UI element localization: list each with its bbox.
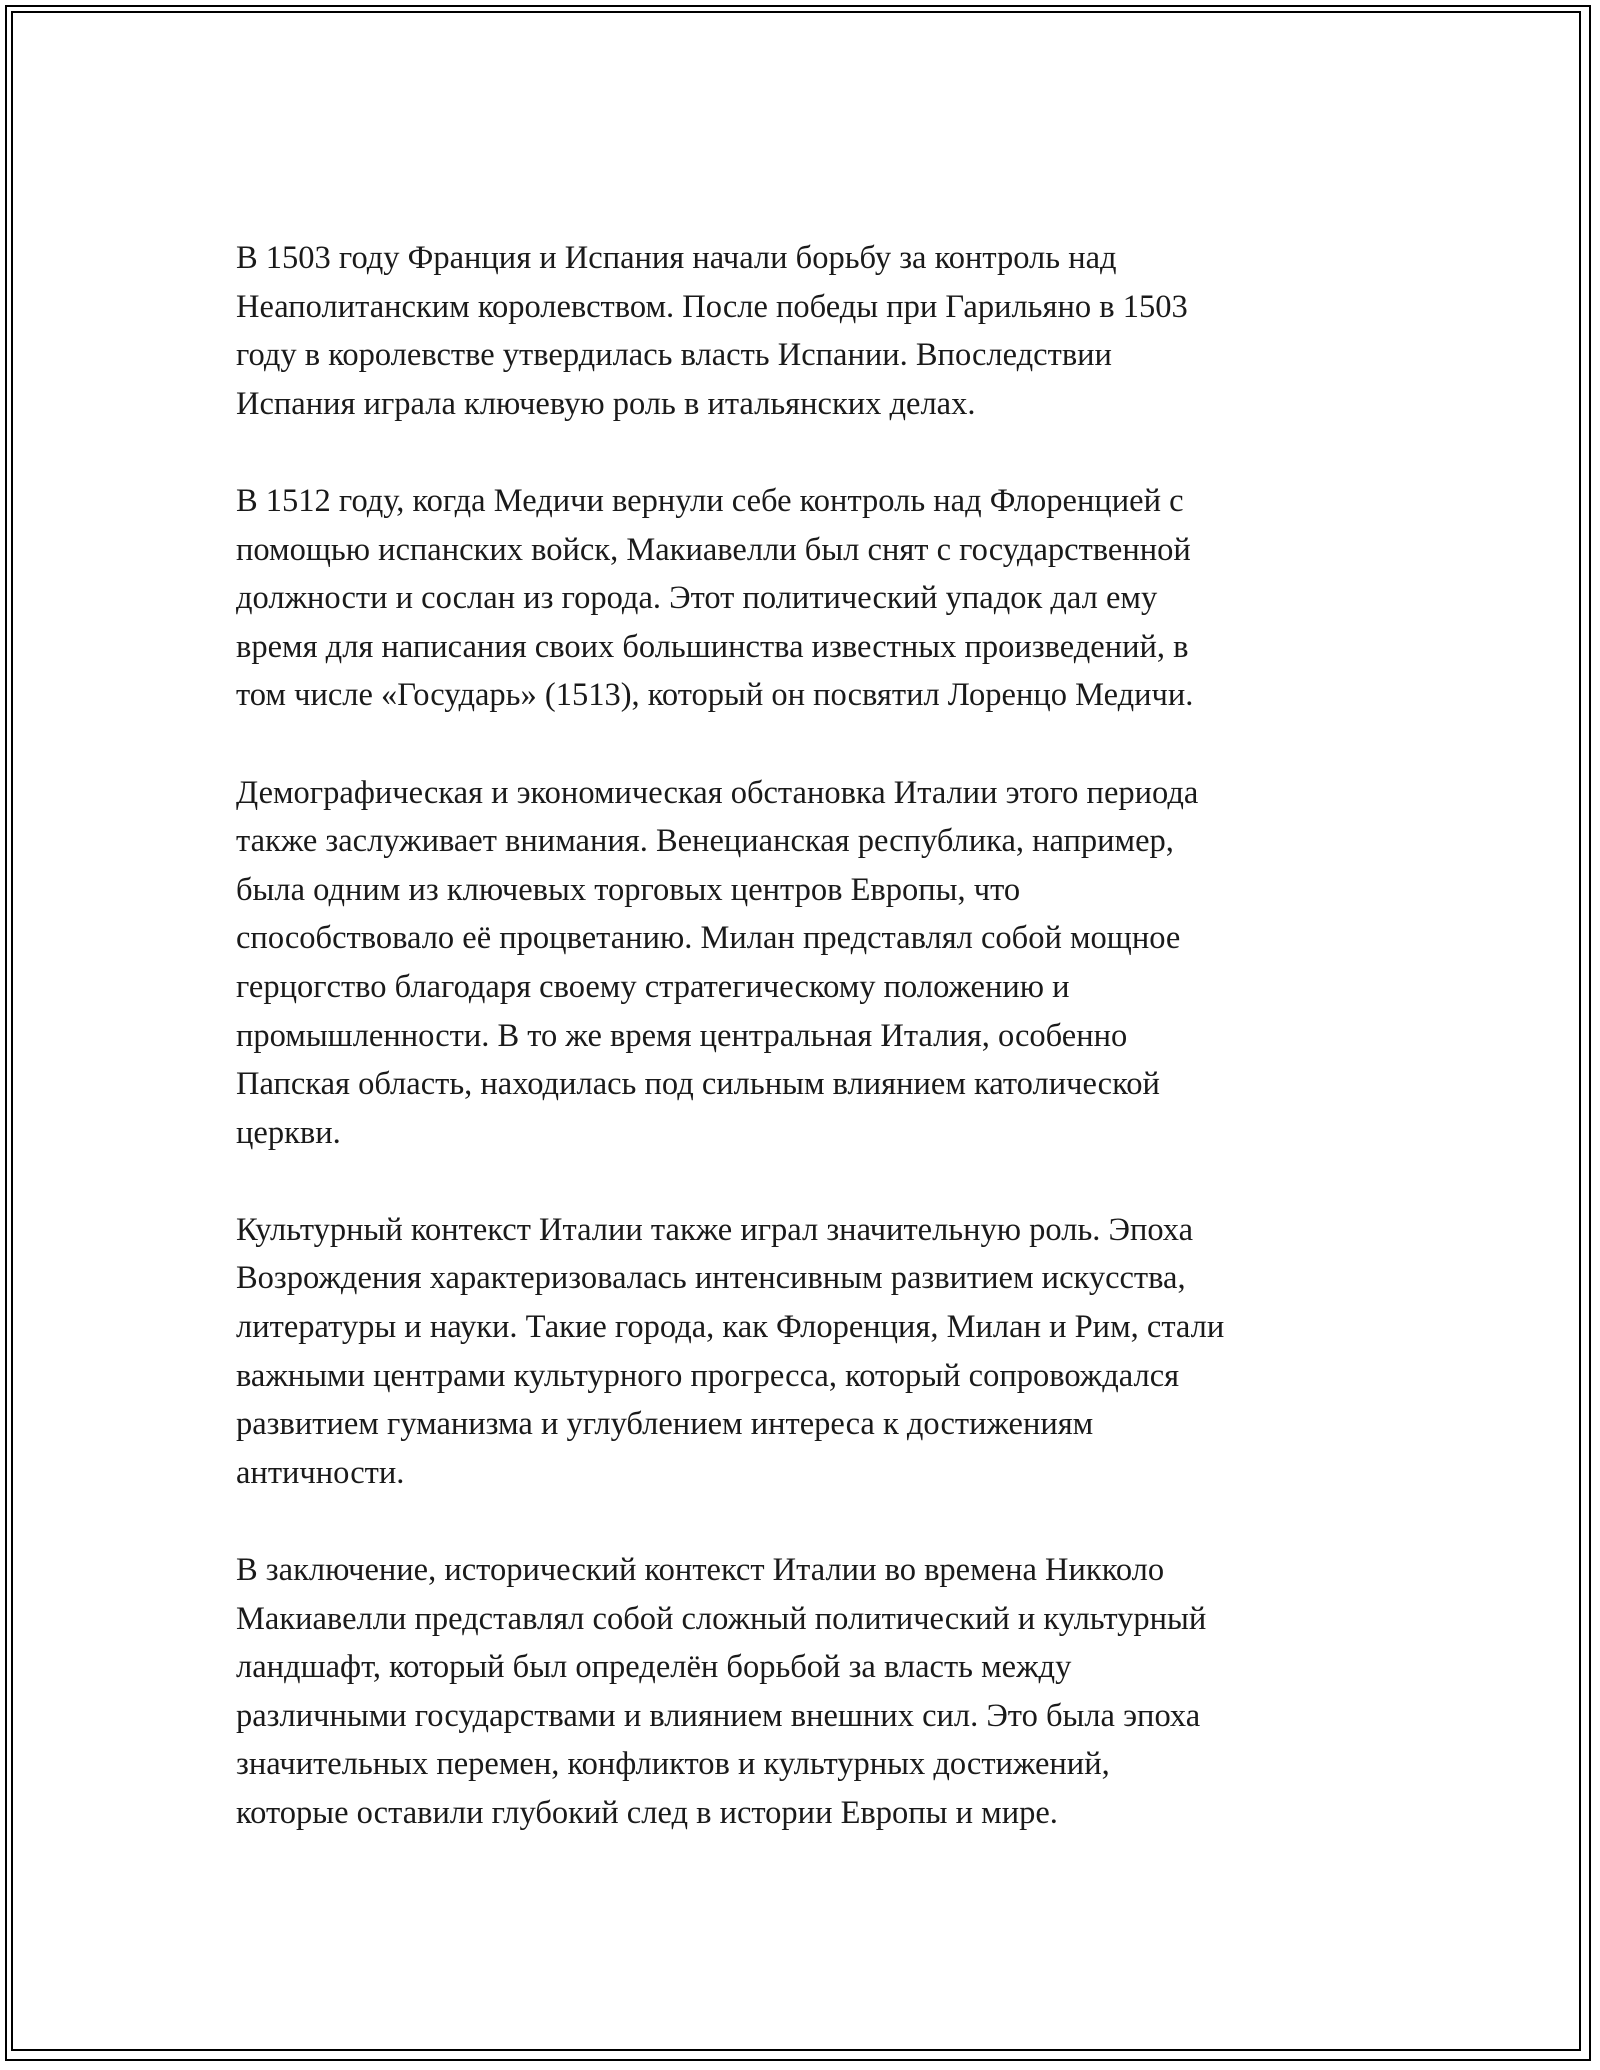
paragraph-2: В 1512 году, когда Медичи вернули себе контроль над Флоренцией с помощью испанских войск, Макиавелли был снят с государственной должности и сослан из города. Этот политический упадок дал ему время для написания своих большинства известных произведений, в том числе «Государь» (1513), который он посвятил Лоренцо Медичи. bbox=[236, 482, 1194, 714]
paragraph-1: В 1503 году Франция и Испания начали борьбу за контроль над Неаполитанским королевством. После победы при Гарильяно в 1503 году в королевстве утвердилась власть Испании. Впоследствии Испания играла ключевую роль в итальянских делах. bbox=[236, 240, 1188, 422]
paragraph-3: Демографическая и экономическая обстановка Италии этого периода также заслуживает внимания. Венецианская республика, например, была одним из ключевых торговых центров Европы, что способствовало её процветанию. Милан представлял собой мощное герцогство благодаря своему стратегическому положению и промышленности. В то же время центральная Италия, особенно Папская область, находилась под сильным влиянием католической церкви. bbox=[236, 774, 1199, 1151]
paragraph-4: Культурный контекст Италии также играл значительную роль. Эпоха Возрождения характеризовалась интенсивным развитием искусства, литературы и науки. Такие города, как Флоренция, Милан и Рим, стали важными центрами культурного прогресса, который сопровождался развитием гуманизма и углублением интереса к достижениям античности. bbox=[236, 1211, 1225, 1491]
paragraph-5: В заключение, исторический контекст Италии во времена Никколо Макиавелли представлял собой сложный политический и культурный ландшафт, который был определён борьбой за власть между различными государствами и влиянием внешних сил. Это была эпоха значительных перемен, конфликтов и культурных достижений, которые оставили глубокий след в истории Европы и мире. bbox=[236, 1552, 1207, 1831]
document-body bbox=[236, 234, 1396, 1838]
